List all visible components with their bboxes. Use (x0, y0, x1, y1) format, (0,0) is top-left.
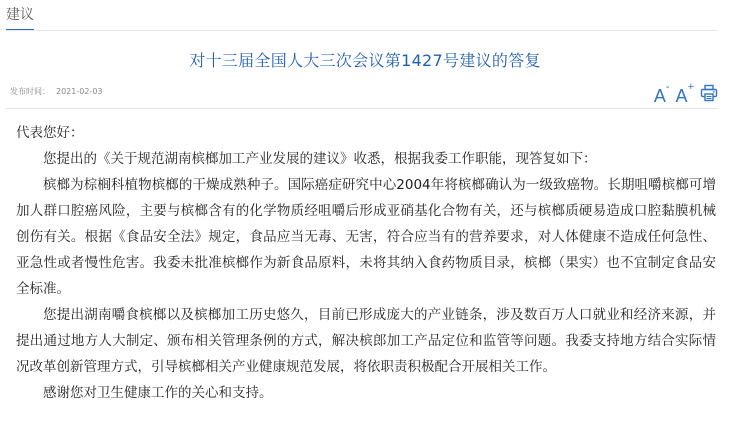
publish-date-value: 2021-02-03 (56, 87, 103, 96)
section-tab-suggestions[interactable]: 建议 (6, 7, 34, 23)
font-increase-label: A (675, 86, 688, 106)
font-decrease-button[interactable] (654, 82, 670, 106)
reading-tools (654, 82, 718, 106)
divider (6, 108, 718, 109)
closing-paragraph: 感谢您对卫生健康工作的关心和支持。 (43, 385, 273, 401)
paragraph: 槟榔为棕榈科植物槟榔的干燥成熟种子。国际癌症研究中心2004年将槟榔确认为一级致癌物。长期咀嚼槟榔可增加人群口腔癌风险，主要与槟榔含有的化学物质经咀嚼后形成亚硝基化合物有关，还与槟榔质硬易造成口腔黏膜机械创伤有关。根据《食品安全法》规定，食品应当无毒、无害，符合应当有的营养要求，对人体健康不造成任何急性、亚急性或者慢性危害。我委未批准槟榔作为新食品原料，未将其纳入食药物质目录，槟榔（果实）也不宜制定食品安全标准。 (16, 177, 716, 297)
publish-date-label: 发布时间： (10, 87, 50, 96)
divider (6, 30, 718, 31)
print-icon[interactable] (700, 84, 718, 102)
font-decrease-label: A (653, 86, 666, 106)
salutation: 代表您好： (16, 125, 84, 141)
publish-date (10, 86, 103, 98)
minus-icon: - (665, 81, 670, 93)
paragraph: 您提出的《关于规范湖南槟榔加工产业发展的建议》收悉，根据我委工作职能，现答复如下： (43, 151, 597, 167)
document-body (16, 120, 716, 406)
page-title: 对十三届全国人大三次会议第1427号建议的答复 (189, 51, 541, 70)
paragraph: 您提出湖南嚼食槟榔以及槟榔加工历史悠久，目前已形成庞大的产业链条，涉及数百万人口就业和经济来源，并提出通过地方人大制定、颁布相关管理条例的方式，解决槟郎加工产品定位和监管等问题。我委支持地方结合实际情况改革创新管理方式，引导槟榔相关产业健康规范发展，将依职责积极配合开展相关工作。 (16, 307, 716, 375)
font-increase-button[interactable] (676, 82, 694, 106)
plus-icon: + (687, 81, 694, 93)
